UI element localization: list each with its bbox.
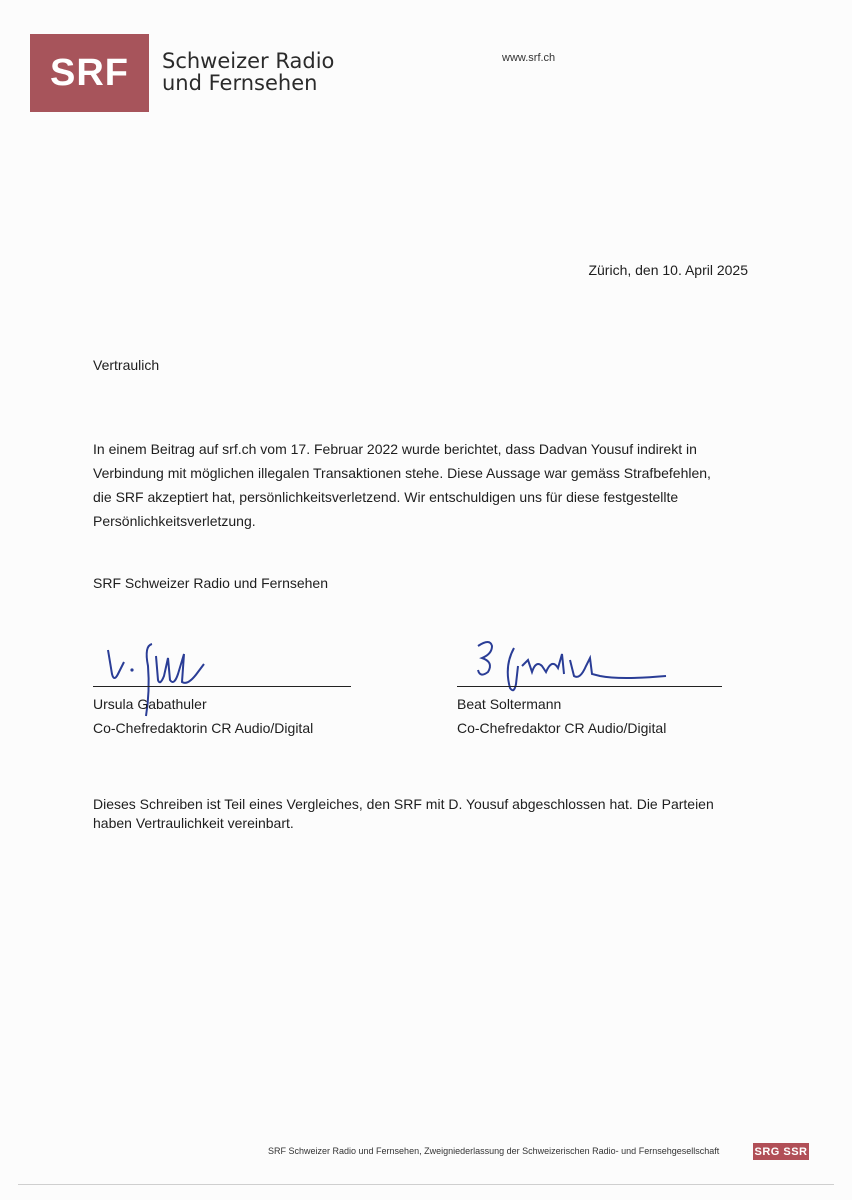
signature-right xyxy=(470,636,680,696)
logo-line-2: und Fernsehen xyxy=(162,71,318,95)
note-line: Dieses Schreiben ist Teil eines Vergleiches, den SRF mit D. Yousuf abgeschlossen hat. Die Parteien xyxy=(93,796,714,812)
logo-line-1: Schweizer Radio xyxy=(162,49,335,73)
body-line: Persönlichkeitsverletzung. xyxy=(93,513,256,529)
note-line: haben Vertraulichkeit vereinbart. xyxy=(93,815,294,831)
srg-ssr-badge: SRG SSR xyxy=(753,1143,809,1160)
srf-logo xyxy=(30,34,149,112)
signatory-name-left: Ursula Gabathuler xyxy=(93,696,207,712)
signature-left xyxy=(100,636,240,726)
signature-line-left xyxy=(93,686,351,687)
website-url: www.srf.ch xyxy=(502,52,556,64)
confidentiality-note xyxy=(93,795,773,833)
signatory-role-right: Co-Chefredaktor CR Audio/Digital xyxy=(457,720,667,736)
signatory-name-right: Beat Soltermann xyxy=(457,696,562,712)
confidential-label: Vertraulich xyxy=(93,357,160,373)
body-line: die SRF akzeptiert hat, persönlichkeitsverletzend. Wir entschuldigen uns für diese festgestellte xyxy=(93,489,679,505)
footer-text: SRF Schweizer Radio und Fernsehen, Zweigniederlassung der Schweizerischen Radio- und Fernsehgesellschaft xyxy=(268,1146,720,1156)
page-bottom-rule xyxy=(18,1184,834,1185)
logo-mark: SRF xyxy=(50,51,129,94)
body-line: Verbindung mit möglichen illegalen Transaktionen stehe. Diese Aussage war gemäss Strafbefehlen, xyxy=(93,465,711,481)
logo-wordmark xyxy=(162,50,334,94)
signatory-role-left: Co-Chefredaktorin CR Audio/Digital xyxy=(93,720,314,736)
letter-body xyxy=(93,437,753,533)
body-line: In einem Beitrag auf srf.ch vom 17. Februar 2022 wurde berichtet, dass Dadvan Yousuf indirekt in xyxy=(93,441,697,457)
letter-date: Zürich, den 10. April 2025 xyxy=(588,262,748,278)
signature-line-right xyxy=(457,686,722,687)
sender-line: SRF Schweizer Radio und Fernsehen xyxy=(93,575,329,591)
